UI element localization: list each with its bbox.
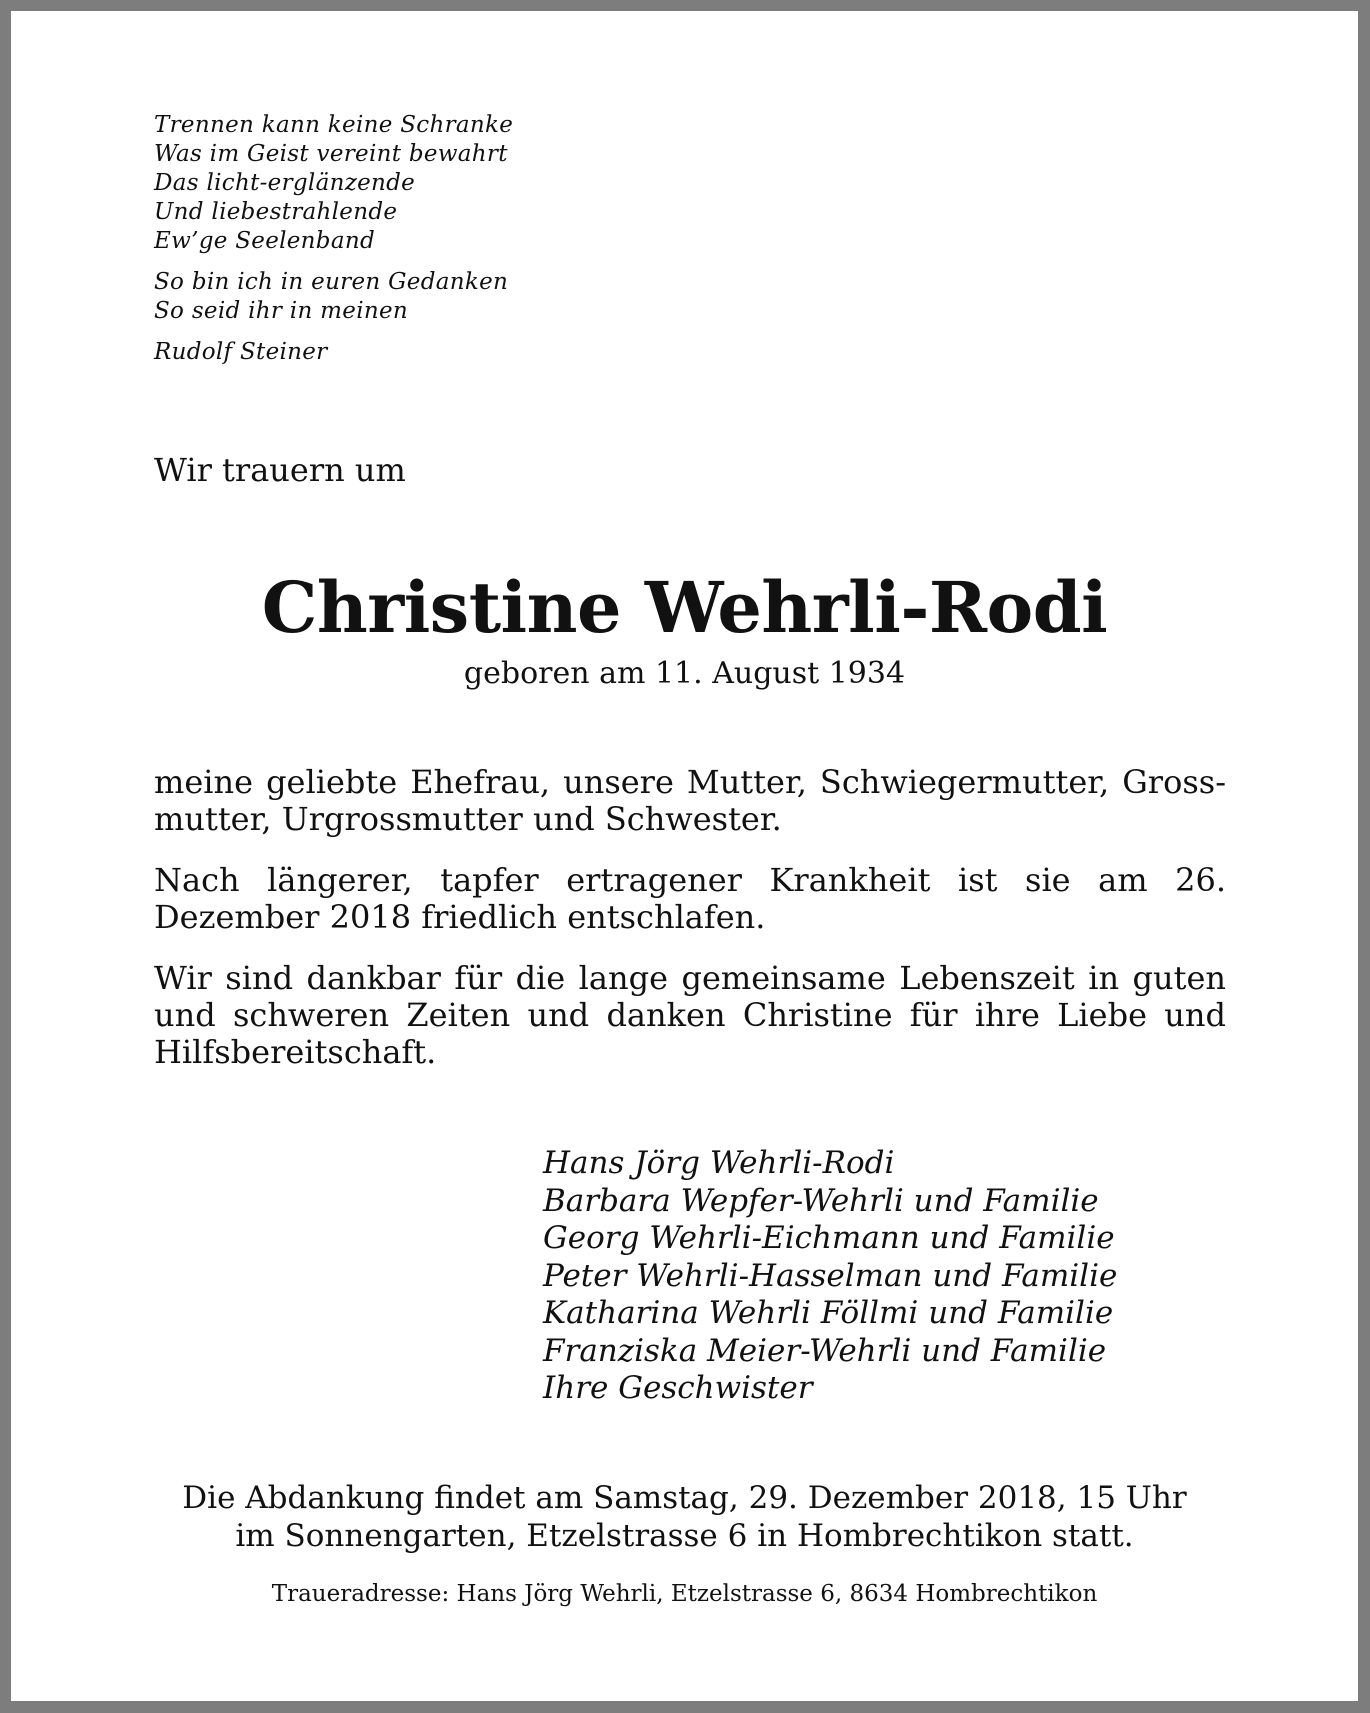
ceremony-line: im Sonnengarten, Etzelstrasse 6 in Hombrechtikon statt. — [235, 1518, 1134, 1554]
poem-line: Das licht-erglänzende — [154, 170, 416, 196]
obituary-page — [11, 11, 1358, 1701]
birth-date: geboren am 11. August 1934 — [463, 656, 906, 691]
signers-list — [543, 1145, 1117, 1408]
ceremony-info — [11, 1479, 1358, 1555]
signer: Peter Wehrli-Hasselman und Familie — [543, 1257, 1118, 1294]
poem — [154, 111, 513, 367]
signer: Katharina Wehrli Föllmi und Familie — [543, 1295, 1114, 1331]
poem-line: Ew’ge Seelenband — [154, 228, 375, 254]
paragraph-relationships: meine geliebte Ehefrau, unsere Mutter, Schwiegermutter, Grossmutter, Urgrossmutter und Schwester. — [154, 763, 1226, 838]
paragraph-gratitude: Wir sind dankbar für die lange gemeinsame Lebenszeit in guten und schweren Zeiten und danken Christine für ihre Liebe und Hilfsbereitschaft. — [154, 959, 1226, 1071]
signer: Georg Wehrli-Eichmann und Familie — [543, 1220, 1115, 1256]
mourning-intro: Wir trauern um — [154, 451, 406, 489]
ceremony-line: Die Abdankung findet am Samstag, 29. Dezember 2018, 15 Uhr — [182, 1480, 1187, 1516]
poem-line: Was im Geist vereint bewahrt — [154, 141, 508, 167]
signer: Hans Jörg Wehrli-Rodi — [543, 1145, 895, 1181]
poem-line: So bin ich in euren Gedanken — [154, 269, 509, 295]
signer: Franziska Meier-Wehrli und Familie — [543, 1332, 1107, 1369]
paragraph-death: Nach längerer, tapfer ertragener Krankheit ist sie am 26. Dezember 2018 friedlich entschlafen. — [154, 861, 1226, 936]
signer: Barbara Wepfer-Wehrli und Familie — [543, 1182, 1099, 1219]
obituary-text — [154, 764, 1226, 1095]
poem-line: So seid ihr in meinen — [154, 298, 408, 324]
poem-author: Rudolf Steiner — [154, 339, 328, 365]
poem-stanza-2 — [154, 268, 513, 326]
mourning-address: Traueradresse: Hans Jörg Wehrli, Etzelstrasse 6, 8634 Hombrechtikon — [271, 1581, 1098, 1607]
poem-line: Und liebestrahlende — [154, 199, 398, 225]
poem-line: Trennen kann keine Schranke — [154, 112, 514, 138]
signer: Ihre Geschwister — [543, 1370, 813, 1406]
poem-stanza-1 — [154, 111, 513, 256]
deceased-name: Christine Wehrli-Rodi — [261, 566, 1108, 649]
